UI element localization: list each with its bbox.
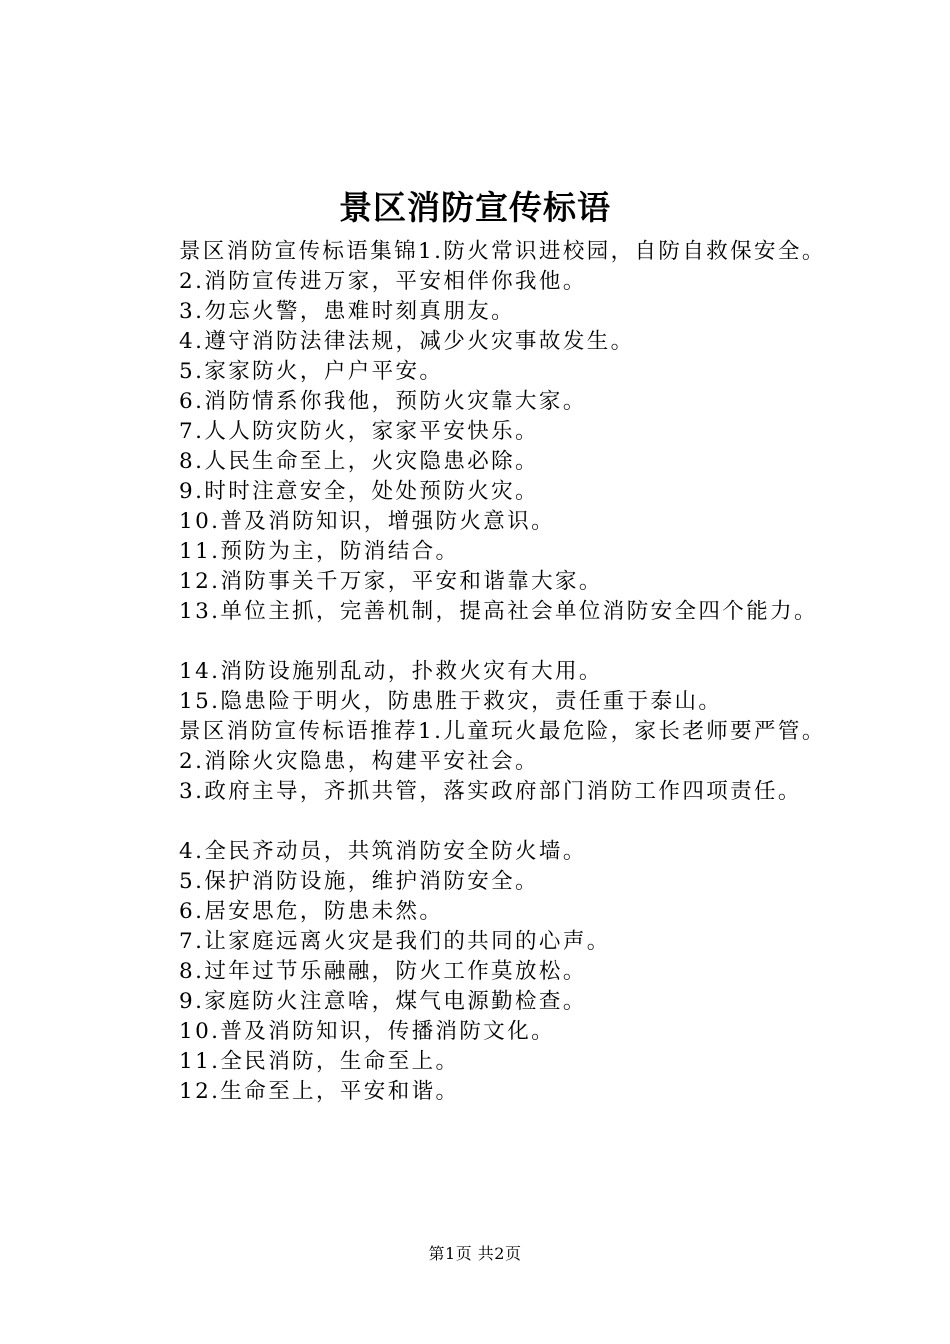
- paragraph: 12.生命至上，平安和谐。: [179, 1079, 460, 1104]
- paragraph: 10.普及消防知识，增强防火意识。: [179, 509, 555, 534]
- paragraph: 8.过年过节乐融融，防火工作莫放松。: [179, 959, 587, 984]
- paragraph: 11.全民消防，生命至上。: [179, 1049, 460, 1074]
- blank-line: [131, 627, 851, 657]
- paragraph: 景区消防宣传标语集锦1.防火常识进校园，自防自救保安全。: [179, 239, 826, 264]
- page-footer: 第1页 共2页: [428, 1244, 522, 1263]
- paragraph: 8.人民生命至上，火灾隐患必除。: [179, 449, 539, 474]
- paragraph: 5.家家防火，户户平安。: [179, 359, 444, 384]
- paragraph: 12.消防事关千万家，平安和谐靠大家。: [179, 569, 603, 594]
- paragraph: 14.消防设施别乱动，扑救火灾有大用。: [179, 659, 603, 684]
- paragraph: 7.让家庭远离火灾是我们的共同的心声。: [179, 929, 611, 954]
- paragraph: 6.居安思危，防患未然。: [179, 899, 444, 924]
- paragraph: 5.保护消防设施，维护消防安全。: [179, 869, 539, 894]
- document-title: 景区消防宣传标语: [339, 188, 611, 227]
- paragraph: 9.家庭防火注意啥，煤气电源勤检查。: [179, 989, 587, 1014]
- paragraph: 2.消防宣传进万家，平安相伴你我他。: [179, 269, 587, 294]
- document-body: [131, 237, 851, 1107]
- paragraph: 3.勿忘火警，患难时刻真朋友。: [179, 299, 516, 324]
- blank-line: [131, 807, 851, 837]
- paragraph: 4.全民齐动员，共筑消防安全防火墙。: [179, 839, 587, 864]
- paragraph: 13.单位主抓，完善机制，提高社会单位消防安全四个能力。: [179, 599, 818, 624]
- paragraph: 15.隐患险于明火，防患胜于救灾，责任重于泰山。: [179, 689, 723, 714]
- paragraph: 9.时时注意安全，处处预防火灾。: [179, 479, 539, 504]
- paragraph: 4.遵守消防法律法规，减少火灾事故发生。: [179, 329, 635, 354]
- paragraph: 6.消防情系你我他，预防火灾靠大家。: [179, 389, 587, 414]
- paragraph: 3.政府主导，齐抓共管，落实政府部门消防工作四项责任。: [179, 779, 802, 804]
- paragraph: 2.消除火灾隐患，构建平安社会。: [179, 749, 539, 774]
- paragraph: 11.预防为主，防消结合。: [179, 539, 460, 564]
- paragraph: 7.人人防灾防火，家家平安快乐。: [179, 419, 539, 444]
- paragraph: 景区消防宣传标语推荐1.儿童玩火最危险，家长老师要严管。: [179, 719, 826, 744]
- paragraph: 10.普及消防知识，传播消防文化。: [179, 1019, 555, 1044]
